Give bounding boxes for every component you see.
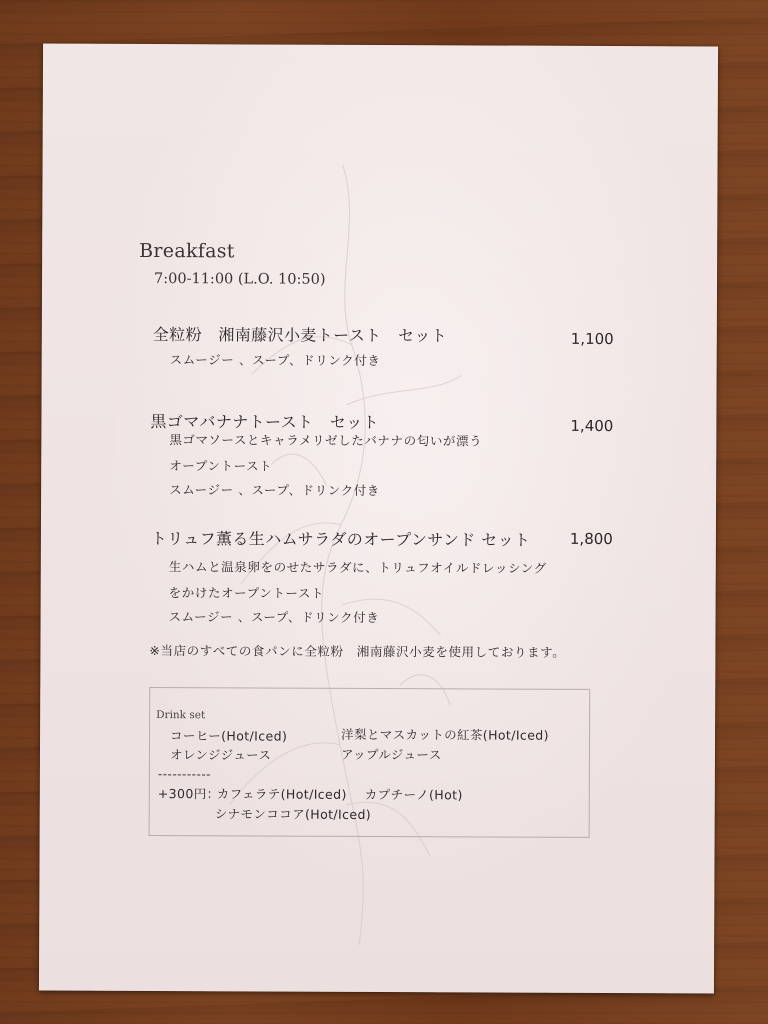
menu-item-description: 生ハムと温泉卵をのせたサラダに、トリュフオイルドレッシング [168,559,547,576]
menu-item-description: スムージー 、スープ、ドリンク付き [169,352,381,369]
menu-item-description: スムージー 、スープ、ドリンク付き [168,609,380,626]
drink-item: 洋梨とマスカットの紅茶(Hot/Iced) [341,726,549,743]
menu-item-name: 黒ゴマバナナトースト セット [150,412,380,433]
drink-item: オレンジジュース [169,747,272,763]
divider-dashes: ----------- [157,767,212,782]
bread-note: ※当店のすべての食パンに全粒粉 湘南藤沢小麦を使用しております。 [149,643,566,660]
upcharge-item: カフェラテ(Hot/Iced) [216,786,347,802]
botanical-watermark [39,44,718,994]
menu-item-price: 1,100 [570,329,614,349]
menu-item-description: 黒ゴマソースとキャラメリゼしたバナナの匂いが漂う [169,432,483,449]
upcharge-item: カプチーノ(Hot) [364,786,463,803]
menu-item-description: スムージー 、スープ、ドリンク付き [169,482,380,499]
menu-title: Breakfast [139,239,235,263]
service-hours: 7:00-11:00 (L.O. 10:50) [154,271,326,288]
menu-item-price: 1,800 [569,529,613,549]
menu-item-name: トリュフ薫る生ハムサラダのオープンサンド セット [150,529,531,550]
drink-item: コーヒー(Hot/Iced) [170,728,288,744]
menu-item-name: 全粒粉 湘南藤沢小麦トースト セット [152,325,448,346]
drink-set-title: Drink set [156,709,206,722]
drink-item: アップルジュース [340,746,442,763]
menu-paper [39,44,718,994]
menu-item-price: 1,400 [570,416,614,436]
menu-item-description: をかけたオープントースト [168,585,325,601]
upcharge-item: シナモンココア(Hot/Iced) [214,806,372,822]
drink-set-box [149,687,591,838]
upcharge-label: +300円： [157,786,220,802]
menu-item-description: オープントースト [169,458,273,474]
